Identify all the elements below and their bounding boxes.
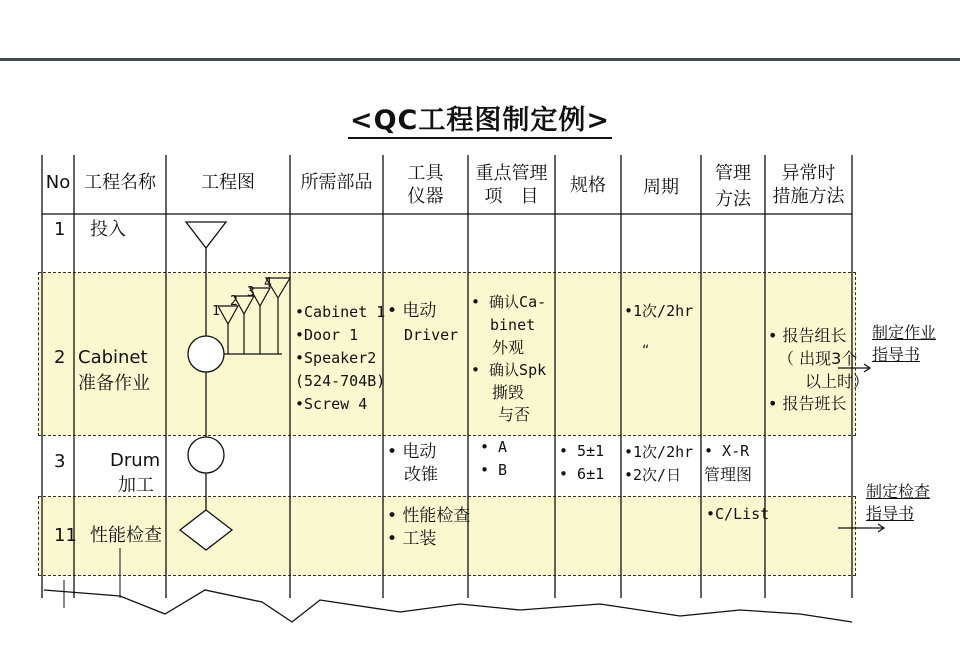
row3-key-2: • B	[480, 461, 508, 479]
header-key-items-2: 项 目	[484, 186, 539, 207]
row2-abnormal-1: • 报告组长	[768, 326, 847, 345]
header-abnormal-1: 异常时	[781, 163, 836, 184]
row2-part-5: •Screw 4	[295, 395, 368, 413]
header-method-2: 方法	[715, 189, 751, 210]
header-no: No	[45, 172, 71, 193]
header-tools-2: 仪器	[407, 186, 444, 207]
row3-method-2: 管理图	[704, 465, 753, 484]
header-abnormal-2: 措施方法	[772, 186, 845, 207]
row2-abnormal-2: （ 出现3个	[778, 349, 858, 368]
row11-tool-2: • 工装	[387, 529, 437, 549]
row3-name-2: 加工	[118, 475, 154, 496]
row2-key-3: 外观	[492, 338, 525, 357]
row2-abnormal-3: 以上时）	[805, 372, 870, 391]
operation-circle-icon	[188, 336, 224, 372]
row2-key-4: • 确认Spk	[471, 361, 547, 379]
row3-cycle-1: •1次/2hr	[624, 443, 694, 461]
row2-tool-1: • 电动	[387, 301, 437, 321]
row2-tool-2: Driver	[404, 326, 459, 344]
note-inspection-instruction-2: 指导书	[866, 504, 915, 523]
row11-no: 11	[54, 525, 77, 546]
note-work-instruction-2: 指导书	[872, 345, 921, 364]
row2-cycle-ditto: “	[642, 343, 650, 359]
sub-label-2: 2	[230, 294, 238, 309]
note-inspection-instruction-1: 制定检查	[866, 482, 931, 501]
row3-method-1: • X-R	[704, 442, 750, 460]
row2-name-2: 准备作业	[78, 373, 150, 394]
row3-name-1: Drum	[110, 450, 161, 471]
row2-no: 2	[54, 347, 66, 368]
row3-spec-1: • 5±1	[559, 442, 605, 460]
row11-tool-1: • 性能检查	[387, 506, 471, 526]
header-method-1: 管理	[715, 163, 751, 184]
row11-name: 性能检查	[90, 525, 162, 546]
sub-label-4: 4	[264, 276, 272, 291]
row2-key-6: 与否	[498, 405, 531, 424]
row3-no: 3	[54, 451, 66, 472]
operation-circle-icon-2	[188, 437, 224, 473]
header-process-name: 工程名称	[84, 172, 156, 193]
row3-key-1: • A	[480, 438, 508, 456]
row3-tool-1: • 电动	[387, 442, 437, 462]
note-work-instruction-1: 制定作业	[872, 323, 937, 342]
row1-no: 1	[54, 219, 66, 240]
header-key-items-1: 重点管理	[475, 163, 548, 184]
sub-label-1: 1	[212, 304, 220, 319]
row11-method: •C/List	[706, 505, 770, 523]
broken-edge-line	[44, 590, 852, 622]
header-parts: 所需部品	[300, 172, 373, 193]
row2-part-2: •Door 1	[295, 326, 359, 344]
page-title: <QC工程图制定例>	[0, 98, 960, 137]
row2-cycle: •1次/2hr	[624, 302, 694, 320]
row2-key-2: binet	[490, 316, 536, 334]
header-cycle: 周期	[643, 177, 679, 198]
row1-name: 投入	[90, 219, 126, 240]
row2-part-3: •Speaker2	[295, 349, 377, 367]
row2-part-4: (524-704B)	[295, 372, 386, 390]
header-spec: 规格	[570, 175, 606, 196]
row2-key-1: • 确认Ca-	[471, 293, 547, 311]
row2-key-5: 撕毁	[492, 383, 525, 402]
row2-abnormal-4: • 报告班长	[768, 394, 847, 413]
row2-name-1: Cabinet	[78, 347, 148, 368]
row3-cycle-2: •2次/日	[624, 466, 682, 484]
row2-part-1: •Cabinet 1	[295, 303, 386, 321]
inspection-diamond-icon	[180, 510, 232, 550]
input-triangle-icon	[186, 222, 226, 248]
header-tools-1: 工具	[407, 163, 444, 184]
header-process-chart: 工程图	[201, 172, 255, 193]
row3-tool-2: 改锥	[404, 465, 438, 485]
row3-spec-2: • 6±1	[559, 465, 605, 483]
sub-label-3: 3	[247, 285, 255, 300]
